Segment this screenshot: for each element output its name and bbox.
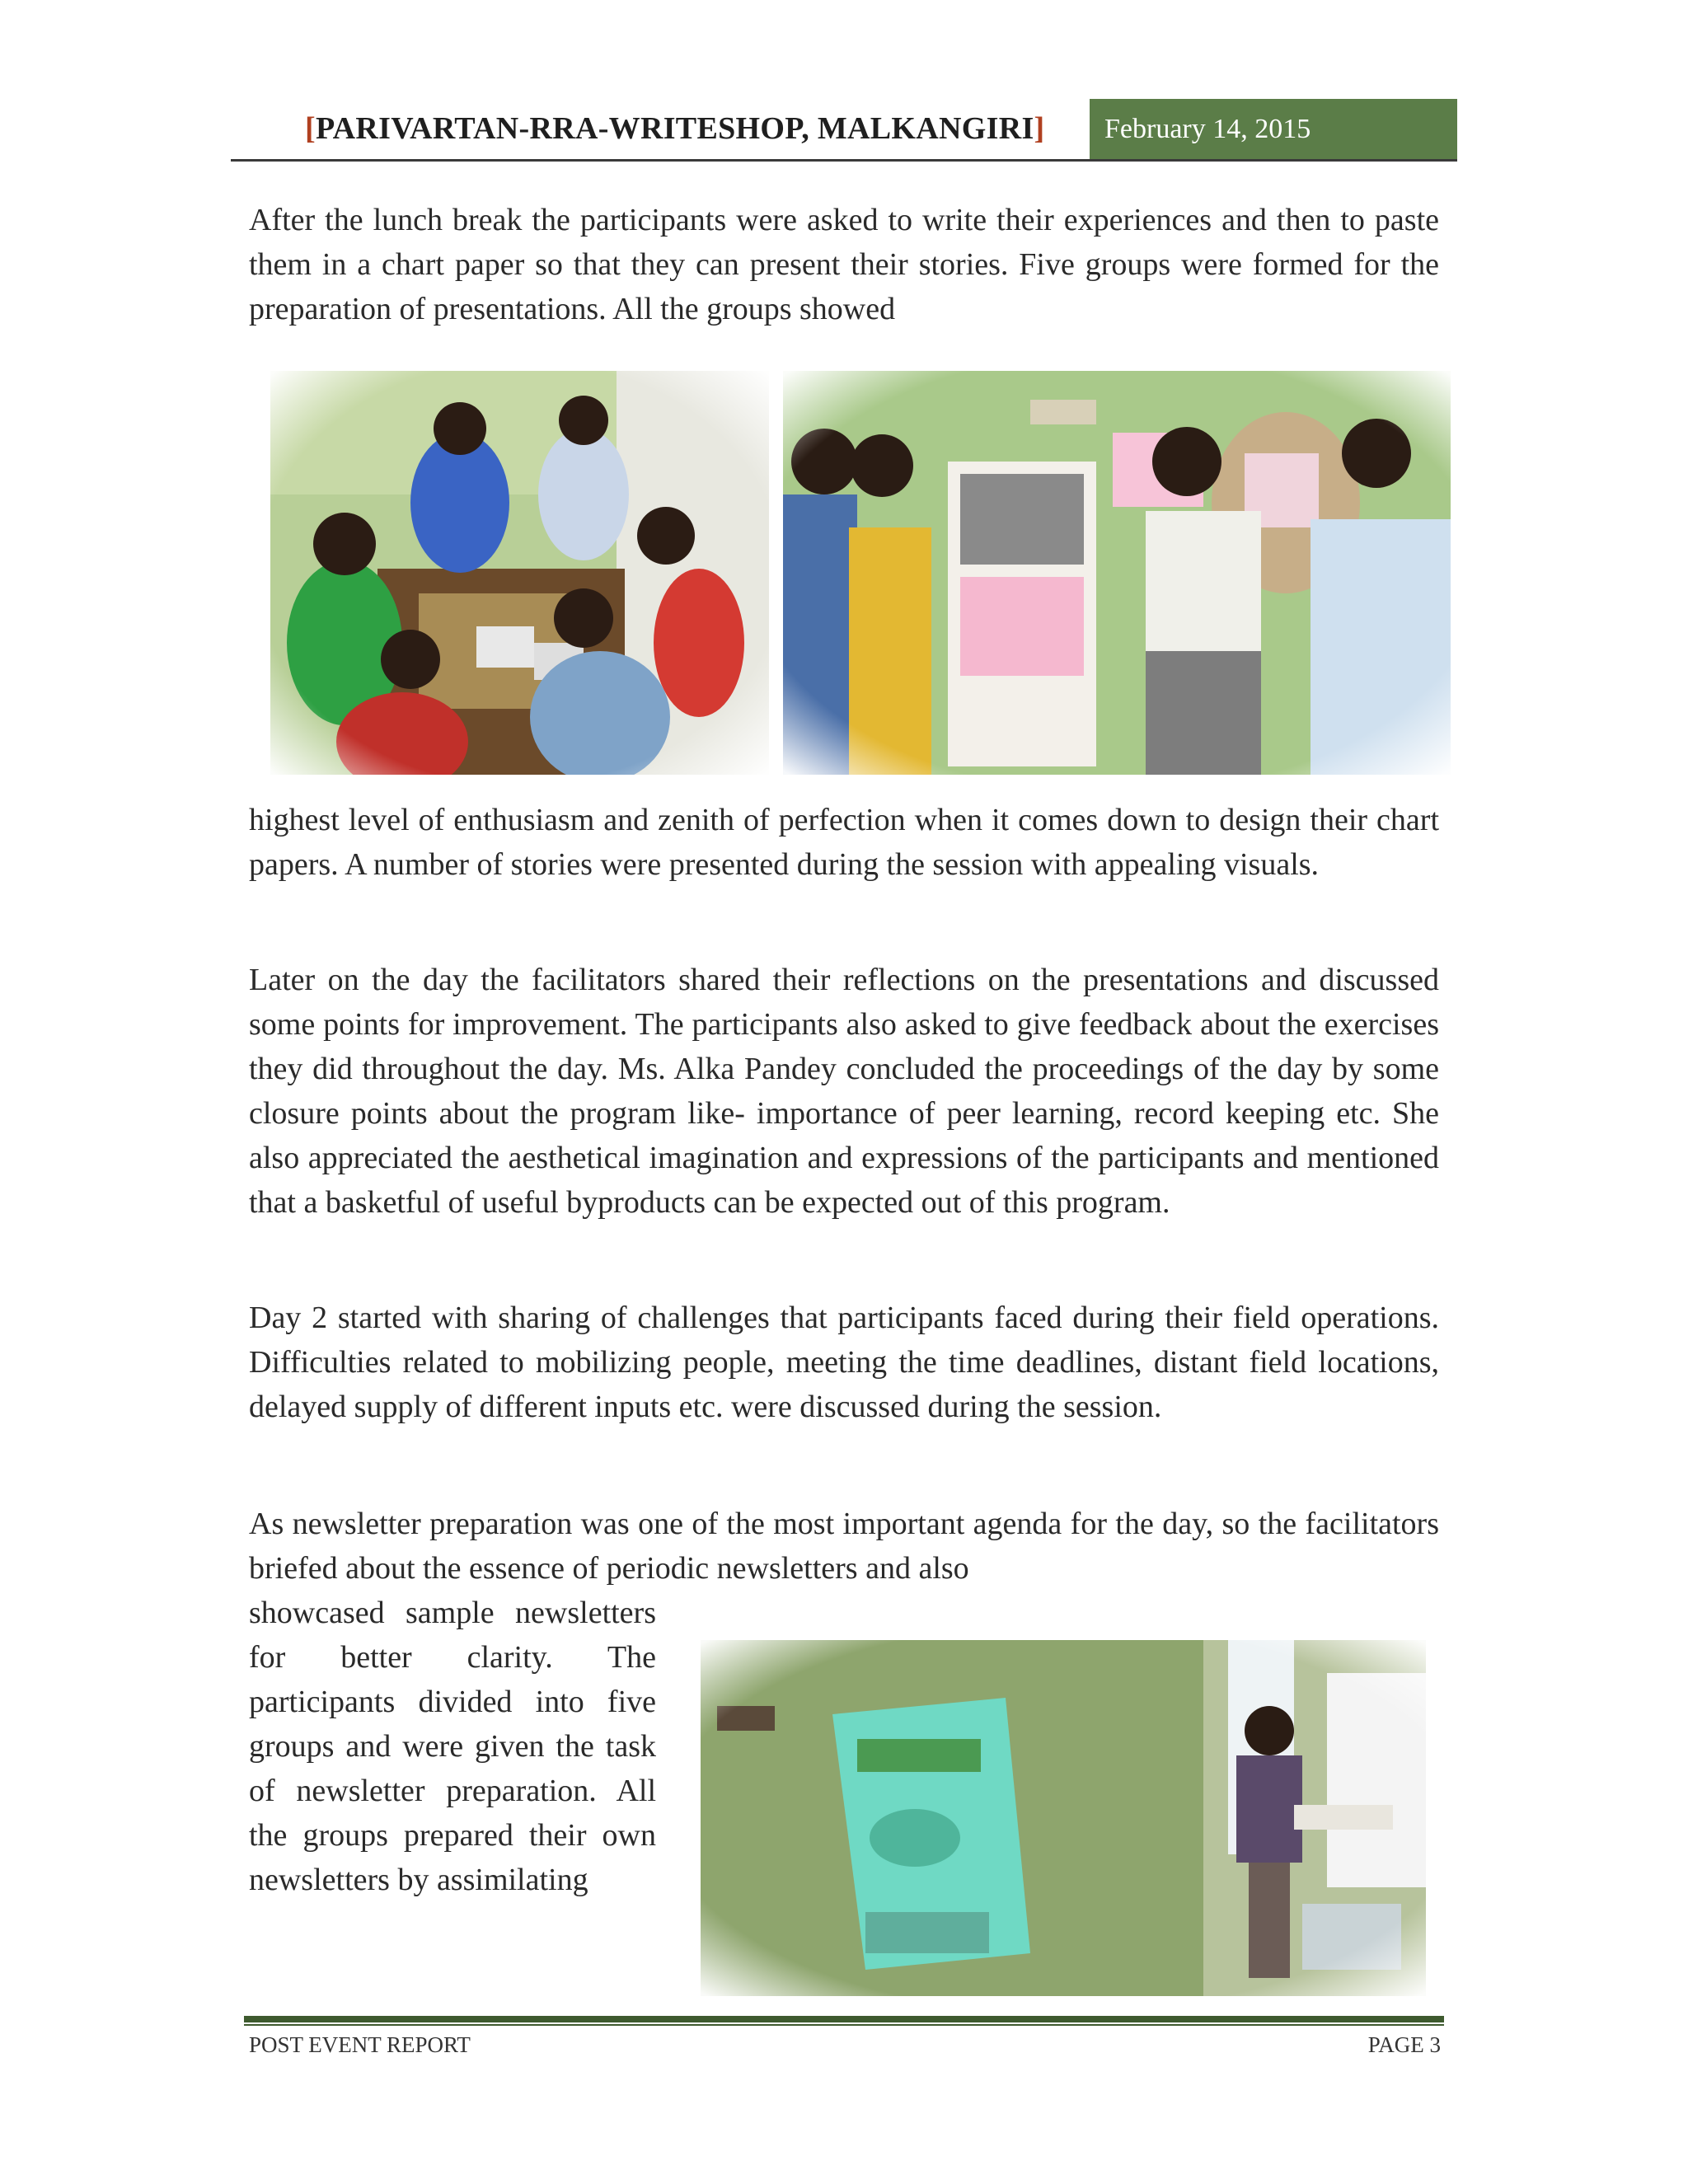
footer-report-label: POST EVENT REPORT	[249, 2032, 471, 2057]
paragraph-newsletter-intro: As newsletter preparation was one of the most important agenda for the day, so the facilitators briefed about the essence of periodic newsletters and also	[249, 1507, 1439, 1586]
paragraph-reflections: Later on the day the facilitators shared their reflections on the presentations and discussed some points for improvement. The participants also asked to give feedback about the exercises they did throughout the day. Ms. Alka Pandey concluded the proceedings of the day by some closure points about the program like- importance of peer learning, record keeping etc. She also appreciated the aesthetical imagination and expressions of the participants and mentioned that a basketful of useful byproducts can be expected out of this program.	[249, 963, 1439, 1220]
header-title-text: PARIVARTAN-RRA-WRITESHOP, MALKANGIRI	[315, 111, 1034, 146]
header-title	[305, 110, 1045, 147]
photo-chart-presentation-image	[783, 371, 1451, 775]
photo-facilitator-projection	[701, 1640, 1426, 1996]
paragraph-enthusiasm: highest level of enthusiasm and zenith of perfection when it comes down to design their chart papers. A number of stories were presented during the session with appealing visuals.	[249, 803, 1439, 882]
footer-page-number: PAGE 3	[1367, 2032, 1441, 2057]
header-date-box	[1090, 99, 1457, 160]
photo-chart-presentation	[783, 371, 1451, 775]
paragraph-newsletter-continued: showcased sample newsletters for better clarity. The participants divided into five groups and were given the task of newsletter preparation. All the groups prepared their own newsletters by assimilating	[249, 1596, 656, 1897]
header-date: February 14, 2015	[1104, 114, 1311, 144]
header-rule	[231, 159, 1457, 162]
photo-group-working	[270, 371, 769, 775]
header-bracket-open: [	[305, 111, 316, 146]
paragraph-lunch-break: After the lunch break the participants were asked to write their experiences and then to paste them in a chart paper so that they can present their stories. Five groups were formed for the preparation of presentations. All the groups showed	[249, 203, 1439, 326]
photo-facilitator-projection-image	[701, 1640, 1426, 1996]
footer-rule-thin	[244, 2024, 1444, 2026]
header-bracket-close: ]	[1034, 111, 1045, 146]
footer-rule-thick	[244, 2016, 1444, 2022]
paragraph-day-two: Day 2 started with sharing of challenges that participants faced during their field operations. Difficulties related to mobilizing people, meeting the time deadlines, distant field locations, delayed supply of different inputs etc. were discussed during the session.	[249, 1301, 1439, 1424]
photo-group-working-image	[270, 371, 769, 775]
